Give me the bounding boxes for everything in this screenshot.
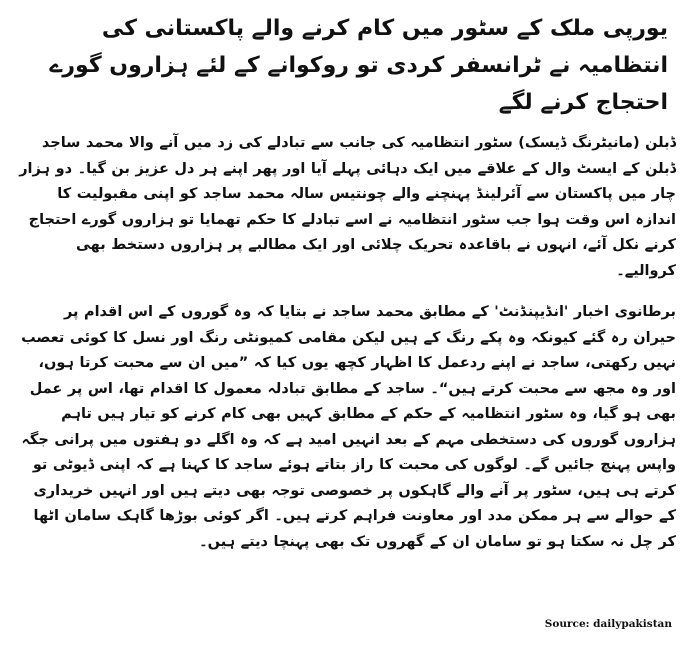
source-name: dailypakistan (593, 618, 672, 630)
source-credit (545, 618, 672, 630)
article-body (18, 131, 676, 555)
article-paragraph-1: ڈبلن (مانیٹرنگ ڈیسک) سٹور انتظامیہ کی جانب سے تبادلے کی زد میں آنے والا محمد ساجد ڈبلن کے ایسٹ وال کے علاقے میں ایک دہائی پہلے آیا اور پھر اپنے ہر دل عزیز بن گیا۔ دو ہزار چار میں پاکستان سے آئرلینڈ پہنچنے والے چونتیس سالہ محمد ساجد کو اپنی مقبولیت کا اندازہ اس وقت ہوا جب سٹور انتظامیہ نے اسے تبادلے کا حکم تھمایا تو ہزاروں گورے احتجاج کرنے نکل آئے، انہوں نے باقاعدہ تحریک چلائی اور ایک مطالبے پر ہزاروں دستخط بھی کروالیے۔ (19, 135, 676, 279)
source-label: Source: (544, 618, 590, 630)
article-headline: یورپی ملک کے سٹور میں کام کرنے والے پاکستانی کی انتظامیہ نے ٹرانسفر کردی تو روکوانے کے لئے ہزاروں گورے احتجاج کرنے لگے (49, 16, 668, 115)
article-paragraph-2: برطانوی اخبار 'انڈیپنڈنٹ' کے مطابق محمد ساجد نے بتایا کہ وہ گوروں کے اس اقدام پر حیران رہ گئے کیونکہ وہ پکے رنگ کے ہیں لیکن مقامی کمیونٹی رنگ اور نسل کا کوئی تعصب نہیں رکھتی، ساجد نے اپنے ردعمل کا اظہار کچھ یوں کیا کہ ”میں ان سے محبت کرتا ہوں، اور وہ مجھ سے محبت کرتے ہیں“۔ ساجد کے مطابق تبادلہ معمول کا اقدام تھا، اس پر عمل بھی ہو گیا، وہ سٹور انتظامیہ کے حکم کے مطابق کہیں بھی کام کرنے کو تیار ہیں تاہم ہزاروں گوروں کی دستخطی مہم کے بعد انہیں امید ہے کہ وہ اگلے دو ہفتوں میں پرانی جگہ واپس پہنچ جائیں گے۔ لوگوں کی محبت کا راز بتاتے ہوئے ساجد کا کہنا ہے کہ اپنی ڈیوٹی تو کرتے ہی ہیں، سٹور پر آنے والے گاہکوں پر خصوصی توجہ بھی دیتے ہیں اور انہیں خریداری کے حوالے سے ہر ممکن مدد اور معاونت فراہم کرتے ہیں۔ اگر کوئی بوڑھا گاہک سامان اٹھا کر چل نہ سکتا ہو تو سامان ان کے گھروں تک بھی پہنچا دیتے ہیں۔ (21, 304, 676, 550)
